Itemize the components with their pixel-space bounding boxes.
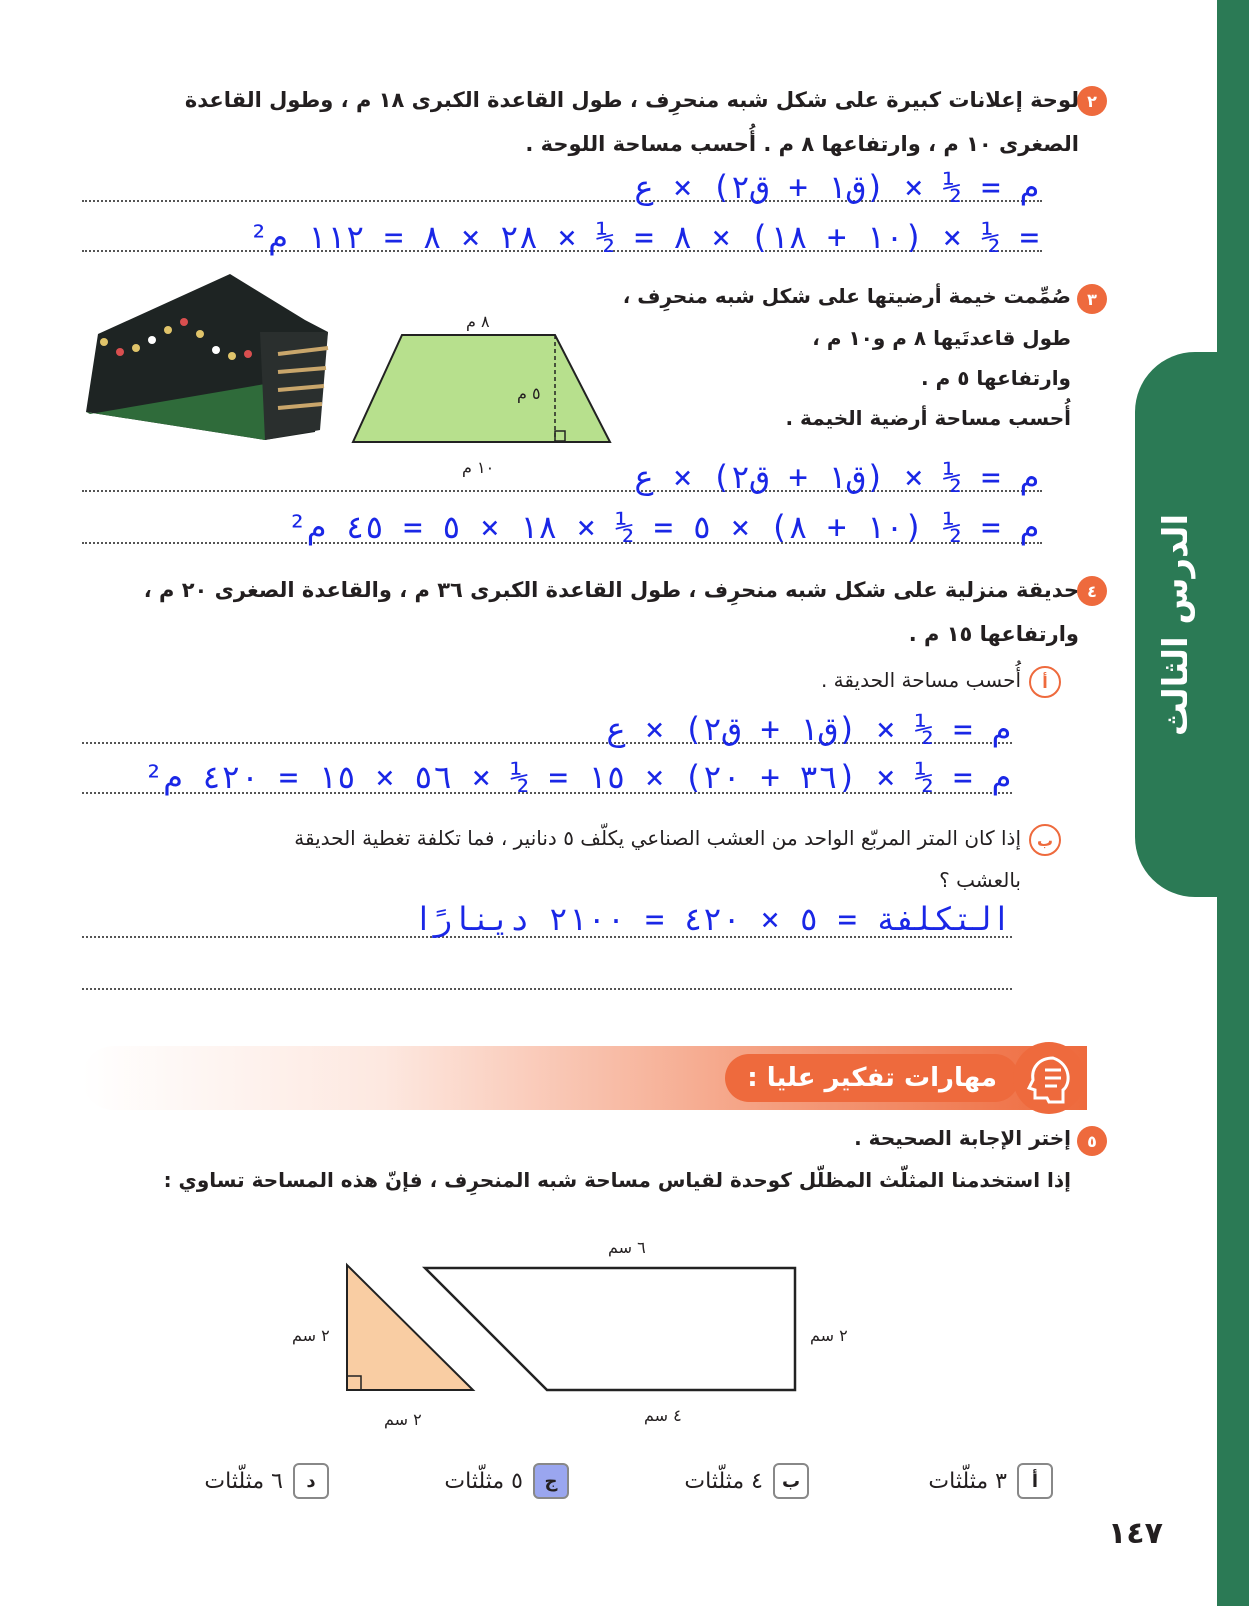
q3-line4: أُحسب مساحة أرضية الخيمة . — [785, 406, 1071, 430]
q4-b-line2: بالعشب ؟ — [939, 868, 1021, 892]
q3-line1: صُمِّمت خيمة أرضيتها على شكل شبه منحرِف ، — [622, 284, 1071, 308]
q4-line2: وارتفاعها ١٥ م . — [908, 622, 1079, 646]
q5-figure — [340, 1260, 820, 1400]
handwritten-answer: م = ½ × (ق١ + ق٢) × ع — [606, 710, 1011, 748]
option-a[interactable] — [928, 1460, 1053, 1502]
sub-question-a-badge: أ — [1029, 666, 1061, 698]
trapezoid-bottom-label: ١٠ م — [462, 458, 495, 477]
question-2-text — [179, 78, 1079, 166]
handwritten-answer: م = ½ × (٣٦ + ٢٠) × ١٥ = ½ × ٥٦ × ١٥ = ٤٢٠ م² — [144, 758, 1011, 796]
head-thinking-icon — [1013, 1042, 1085, 1114]
page-number: ١٤٧ — [1108, 1516, 1163, 1551]
option-d-letter: د — [293, 1463, 329, 1499]
trapezoid-height-label: ٥ م — [517, 384, 541, 403]
question-number-3: ٣ — [1077, 284, 1107, 314]
triangle-base-label: ٢ سم — [384, 1410, 422, 1429]
answer-line — [82, 988, 1012, 990]
option-a-letter: أ — [1017, 1463, 1053, 1499]
thinking-skills-banner — [82, 1046, 1087, 1110]
handwritten-answer: التكلفة = ٥ × ٤٢٠ = ٢١٠٠ دينارًا — [413, 900, 1011, 938]
option-b[interactable] — [684, 1460, 809, 1502]
handwritten-answer: م = ½ × (ق١ + ق٢) × ع — [634, 458, 1039, 496]
q4-b-line1: إذا كان المتر المربّع الواحد من العشب الصناعي يكلّف ٥ دنانير ، فما تكلفة تغطية الحديقة — [294, 826, 1021, 850]
trapezoid-top-label: ٦ سم — [608, 1238, 646, 1257]
trapezoid-bottom-label: ٤ سم — [644, 1406, 682, 1425]
q4-a-text: أُحسب مساحة الحديقة . — [820, 668, 1021, 692]
q2-line2: الصغرى ١٠ م ، وارتفاعها ٨ م . أُحسب مساحة اللوحة . — [525, 132, 1079, 156]
question-4-text — [139, 568, 1079, 656]
lesson-tab-label: الدرس الثالث — [1156, 513, 1196, 736]
trapezoid-shape — [425, 1268, 795, 1390]
option-c-letter: ج — [533, 1463, 569, 1499]
option-b-letter: ب — [773, 1463, 809, 1499]
q2-line1: لوحة إعلانات كبيرة على شكل شبه منحرِف ، طول القاعدة الكبرى ١٨ م ، وطول القاعدة — [184, 88, 1079, 112]
option-a-text: ٣ مثلّثات — [928, 1468, 1007, 1494]
trapezoid-figure — [350, 330, 615, 445]
lesson-tab[interactable] — [1135, 352, 1217, 897]
handwritten-answer: م = ½ × (ق١ + ق٢) × ع — [634, 168, 1039, 206]
trapezoid-side-label: ٢ سم — [810, 1326, 848, 1345]
question-number-2: ٢ — [1077, 86, 1107, 116]
option-c[interactable] — [444, 1460, 569, 1502]
q4-line1: حديقة منزلية على شكل شبه منحرِف ، طول القاعدة الكبرى ٣٦ م ، والقاعدة الصغرى ٢٠ م ، — [143, 578, 1079, 602]
q5-line1: إختر الإجابة الصحيحة . — [854, 1126, 1071, 1150]
q3-line3: وارتفاعها ٥ م . — [921, 366, 1071, 390]
tent-illustration — [80, 272, 330, 444]
handwritten-answer: م = ½ (١٠ + ٨) × ٥ = ½ × ١٨ × ٥ = ٤٥ م² — [287, 508, 1039, 546]
triangle-side-label: ٢ سم — [292, 1326, 330, 1345]
question-number-5: ٥ — [1077, 1126, 1107, 1156]
option-d-text: ٦ مثلّثات — [204, 1468, 283, 1494]
sub-question-b-badge: ب — [1029, 824, 1061, 856]
handwritten-answer: = ½ × (١٠ + ١٨) × ٨ = ½ × ٢٨ × ٨ = ١١٢ م² — [249, 218, 1039, 256]
question-number-4: ٤ — [1077, 576, 1107, 606]
trapezoid-shape — [353, 335, 610, 442]
q5-line2: إذا استخدمنا المثلّث المظلّل كوحدة لقياس مساحة شبه المنحرِف ، فإنّ هذه المساحة تساوي : — [163, 1168, 1071, 1192]
q3-line2: طول قاعدتَيها ٨ م و١٠ م ، — [812, 326, 1071, 350]
banner-title: مهارات تفكير عليا : — [725, 1054, 1019, 1102]
side-bar — [1217, 0, 1249, 1606]
option-b-text: ٤ مثلّثات — [684, 1468, 763, 1494]
option-d[interactable] — [204, 1460, 329, 1502]
trapezoid-top-label: ٨ م — [466, 312, 490, 331]
option-c-text: ٥ مثلّثات — [444, 1468, 523, 1494]
